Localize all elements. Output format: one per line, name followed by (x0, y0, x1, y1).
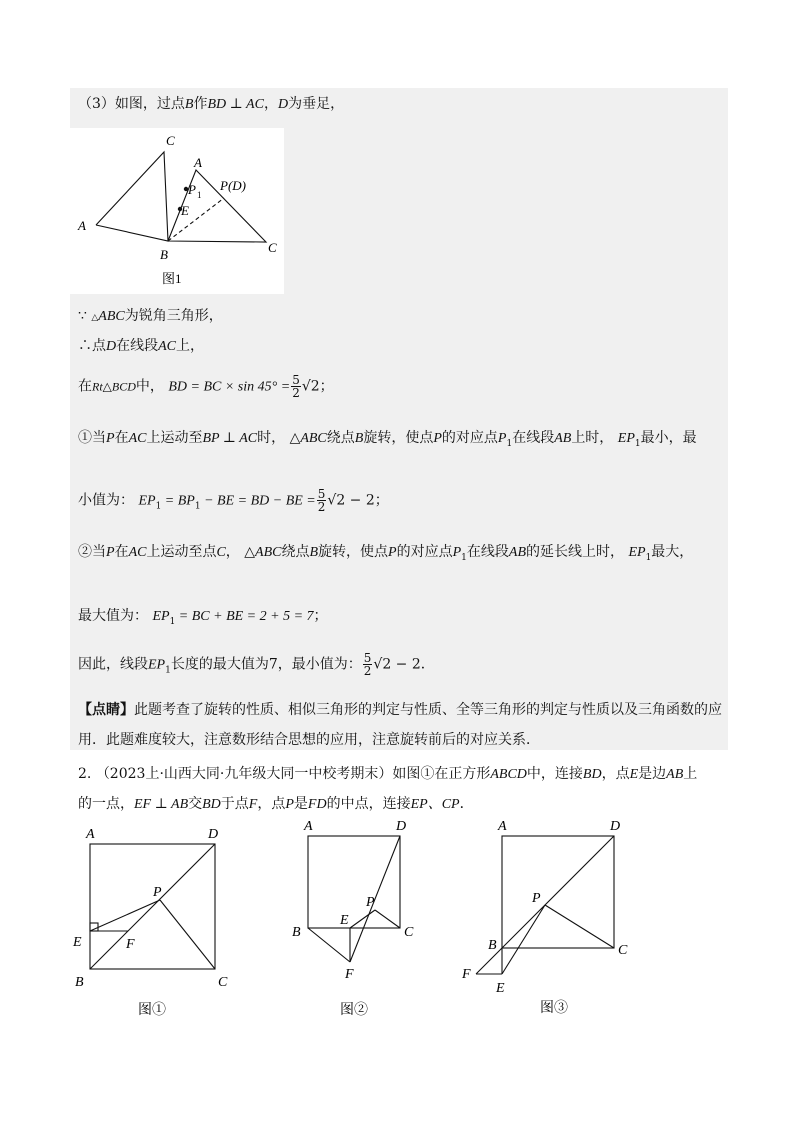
text: 的对应点 (441, 430, 498, 446)
text: 的中点，连接 (326, 796, 411, 812)
text: 最大， (651, 544, 694, 560)
math: √2 − 2 (327, 492, 375, 509)
math: BD = BC × sin 45° = (168, 379, 291, 395)
math: 1 (645, 552, 652, 563)
line-min-value (78, 488, 389, 516)
fraction (317, 488, 327, 513)
segment-cp (160, 900, 215, 969)
math: EP (152, 609, 170, 624)
denominator: 2 (363, 664, 372, 678)
line-max-value (78, 606, 328, 632)
text: ； (374, 492, 389, 509)
text: （2023上·山西大同·九年级大同一中校考期末）如图①在正方形 (95, 766, 491, 782)
math: 1 (165, 665, 171, 676)
segment-ep (350, 910, 375, 928)
math: EF ⊥ AB (134, 797, 189, 812)
fig-c-label-d: D (610, 819, 621, 834)
math: F (248, 797, 258, 812)
text: 中，连接 (526, 766, 583, 782)
figure-1-svg (70, 128, 284, 294)
math: 1 (155, 501, 162, 512)
part3-intro (78, 94, 344, 115)
text: 上 (683, 766, 698, 782)
line-bd-value (78, 374, 334, 399)
math: AB (508, 545, 526, 560)
fig-a-label-c: C (218, 975, 228, 990)
text: ； (313, 608, 328, 624)
numerator: 5 (363, 651, 372, 665)
line-comment-2 (78, 730, 540, 750)
figure-1-caption: 图1 (162, 271, 182, 286)
math: AC (128, 431, 147, 446)
text: 时， (257, 430, 286, 446)
fig-b-label-c: C (404, 925, 414, 940)
text: 交 (188, 796, 203, 812)
math: P (452, 545, 462, 560)
text: 在 (78, 378, 92, 395)
segment-pc (375, 910, 400, 928)
math: △ (91, 313, 99, 323)
text: 上， (176, 338, 205, 354)
math: 1 (634, 438, 641, 449)
math: √2 (301, 378, 320, 395)
fig-b-label-e: E (340, 913, 349, 928)
fig-a-label-e: E (73, 935, 82, 950)
fig-c-label-c: C (618, 943, 628, 958)
fig-c-label-e: E (496, 981, 505, 996)
text: 最大值为： (78, 608, 148, 624)
text: ②当 (78, 544, 106, 560)
line-case2 (78, 542, 693, 568)
label-p1-sub: 1 (197, 190, 202, 200)
text: 的对应点 (396, 544, 453, 560)
label-a: A (78, 218, 86, 233)
label-c-top: C (166, 133, 175, 148)
segment-pc (545, 905, 614, 948)
fig-a-label-b: B (75, 975, 84, 990)
text: 上时， (571, 430, 614, 446)
text: ． (420, 656, 435, 673)
text: 的延长线上时， (526, 544, 624, 560)
text: ， (225, 544, 240, 560)
text: ①当 (78, 430, 106, 446)
line-comment (78, 700, 722, 720)
math: P (285, 797, 294, 812)
fig-c-label-f: F (462, 967, 471, 982)
figure-c (476, 836, 614, 974)
math: Rt△BCD (92, 379, 136, 394)
text: 此题考查了旋转的性质、相似三角形的判定与性质、全等三角形的判定与性质以及三角函数的应 (134, 702, 722, 718)
math: 1 (169, 616, 176, 627)
problem-2-line-1 (78, 764, 697, 785)
math: P (106, 431, 115, 446)
fig-b-label-p: P (366, 895, 375, 910)
math: 1 (194, 501, 201, 512)
figures-row (0, 812, 800, 1032)
text: 绕点 (326, 430, 355, 446)
math: = BP (161, 493, 195, 509)
denominator: 2 (317, 500, 326, 514)
fig-b-label-b: B (292, 925, 301, 940)
text: ∴点 (78, 338, 106, 354)
text: 为锐角三角形， (124, 308, 223, 324)
text: 上运动至 (146, 430, 203, 446)
label-pd: P(D) (220, 178, 246, 193)
segment-df (350, 836, 400, 962)
math: EP (138, 493, 156, 509)
text: 中， (135, 378, 164, 395)
triangle-left (96, 152, 168, 241)
math: D (277, 97, 289, 112)
segment-ep (502, 905, 545, 974)
math: △ABC (244, 545, 282, 560)
fig-b-caption: 图② (340, 1003, 368, 1018)
text: 旋转，使点 (363, 430, 434, 446)
text: 上运动至点 (146, 544, 217, 560)
label-a-right: A (194, 155, 202, 170)
text: 是边 (638, 766, 667, 782)
text: ，点 (601, 766, 630, 782)
text: 长度的最大值为7，最小值为： (170, 656, 362, 673)
fig-c-label-a: A (498, 819, 507, 834)
math: EP (628, 545, 646, 560)
text: 在 (114, 544, 129, 560)
text: 在线段 (512, 430, 555, 446)
fig-c-caption: 图③ (540, 1001, 568, 1016)
text: ， (263, 96, 278, 112)
math: E (629, 767, 639, 782)
line-d-on-ac (78, 336, 204, 357)
text: 为垂足， (288, 96, 345, 112)
math: P (106, 545, 115, 560)
line-acute (78, 306, 223, 328)
text: ，点 (257, 796, 286, 812)
label-c-right: C (268, 240, 277, 255)
math: FD (307, 797, 327, 812)
numerator: 5 (292, 373, 300, 387)
segment-ep (90, 900, 160, 931)
fig-c-label-p: P (532, 891, 541, 906)
problem-number: 2. (78, 766, 92, 782)
line-conclusion (78, 652, 435, 680)
math: B (354, 431, 364, 446)
math: AB (554, 431, 572, 446)
fig-c-label-b: B (488, 938, 497, 953)
math: 1 (506, 438, 513, 449)
text: 的一点， (78, 796, 134, 812)
math: BP ⊥ AC (202, 431, 258, 446)
math: 1 (461, 552, 467, 563)
fraction (363, 652, 373, 677)
square-b (308, 836, 400, 928)
denominator: 2 (292, 386, 300, 400)
fig-a-caption: 图① (138, 1003, 166, 1018)
numerator: 5 (317, 487, 326, 501)
figure-1 (70, 128, 284, 294)
math: EP、CP (410, 797, 460, 812)
math: ABCD (490, 767, 527, 782)
fig-a-label-d: D (208, 827, 219, 842)
text: 在线段 (466, 544, 509, 560)
text: 是 (293, 796, 308, 812)
label-p1: P (188, 182, 196, 197)
math: EP (148, 657, 166, 673)
math: AC (158, 339, 177, 354)
segment-bf (308, 928, 350, 962)
math: AC (128, 545, 147, 560)
figure-a (90, 844, 215, 969)
fig-a-label-p: P (153, 885, 162, 900)
text: 在 (114, 430, 129, 446)
label-e: E (181, 203, 189, 218)
text: 作 (193, 96, 208, 112)
fig-b-label-a: A (304, 819, 313, 834)
fig-b-label-f: F (345, 967, 354, 982)
math: P (388, 545, 397, 560)
fig-b-label-d: D (396, 819, 407, 834)
figure-b (308, 836, 400, 962)
math: D (106, 339, 117, 354)
fraction (291, 374, 301, 399)
math: B (309, 545, 319, 560)
math: B (184, 97, 194, 112)
diagonal-bd (90, 844, 215, 969)
math: ABC (98, 309, 125, 324)
math: BD (582, 767, 602, 782)
text: 小值为： (78, 492, 134, 509)
comment-tag: 【点睛】 (78, 702, 134, 718)
math: − BE = BD − BE = (200, 493, 316, 509)
text: 在线段 (116, 338, 159, 354)
text: 最小，最 (640, 430, 697, 446)
text: 旋转，使点 (318, 544, 389, 560)
text: （3）如图，过点 (78, 96, 185, 112)
fig-a-label-a: A (86, 827, 95, 842)
fig-a-label-f: F (126, 937, 135, 952)
text: 用．此题难度较大，注意数形结合思想的应用，注意旋转前后的对应关系． (78, 732, 540, 748)
math: C (216, 545, 226, 560)
math: P (433, 431, 442, 446)
text: ∵ (78, 308, 87, 324)
line-case1 (78, 428, 697, 454)
math: AB (666, 767, 684, 782)
text: 绕点 (281, 544, 310, 560)
text: ； (319, 378, 334, 395)
math: BD (202, 797, 221, 812)
text: 因此，线段 (78, 656, 148, 673)
math: EP (617, 431, 635, 446)
math: BD ⊥ AC (207, 97, 264, 112)
label-b: B (160, 247, 168, 262)
math: √2 − 2 (373, 656, 421, 673)
math: △ABC (289, 431, 327, 446)
math: = BC + BE = 2 + 5 = 7 (175, 609, 314, 624)
math: P (497, 431, 507, 446)
text: 于点 (220, 796, 249, 812)
text: ． (459, 796, 474, 812)
